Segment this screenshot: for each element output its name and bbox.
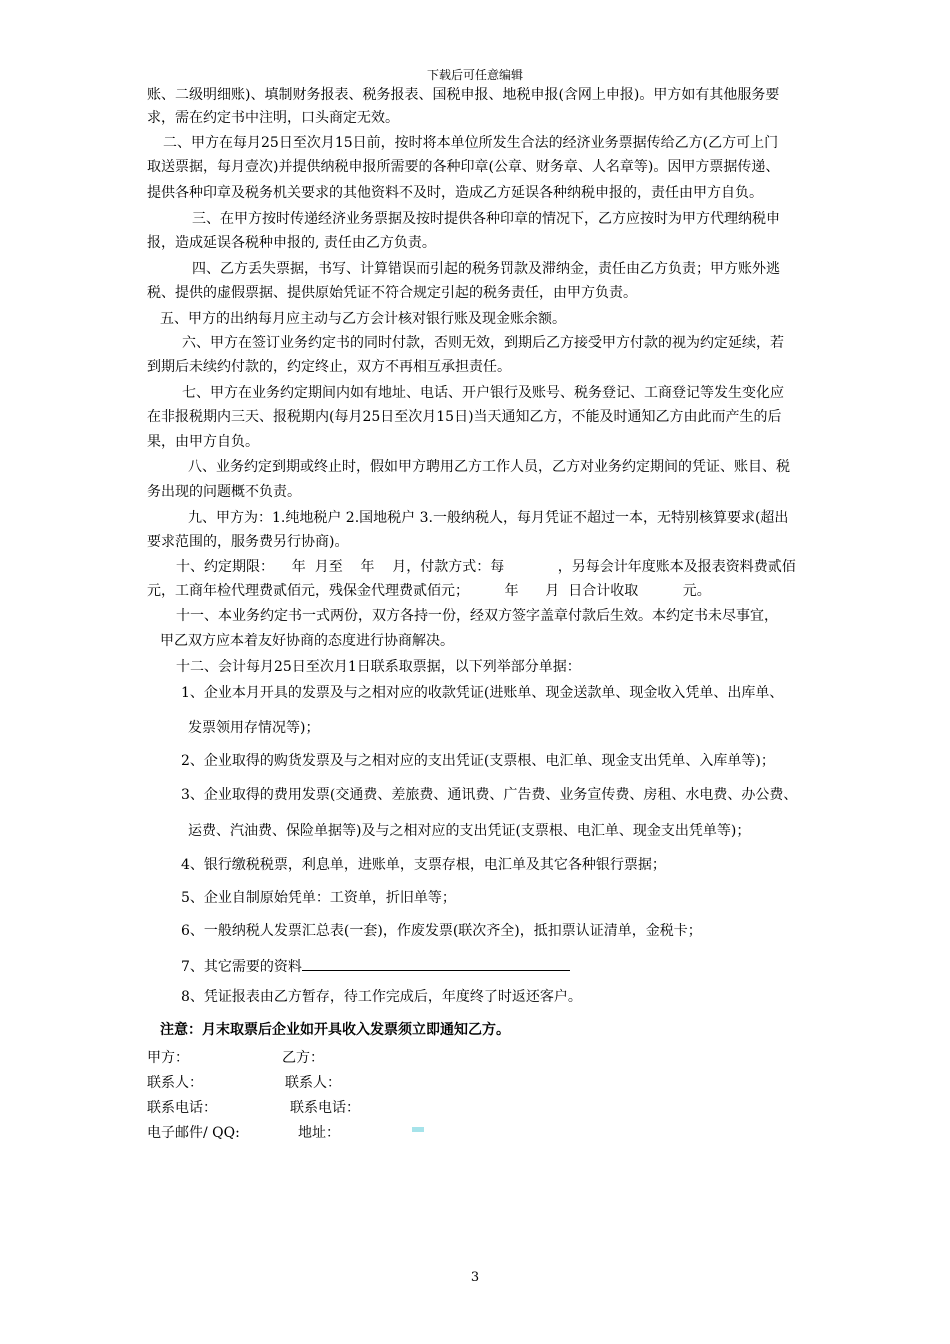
party-a-label: 甲方： xyxy=(147,1050,189,1066)
list-item xyxy=(181,956,570,976)
highlight-mark xyxy=(412,1127,424,1132)
clause-10: 十、约定期限： 年 月至 年 月，付款方式：每 ，另每会计年度账本及报表资料费贰佰 xyxy=(176,559,796,575)
clause-4: 四、乙方丢失票据，书写、计算错误而引起的税务罚款及滞纳金，责任由乙方负责；甲方账外逃 xyxy=(192,261,780,277)
list-item-label: 7、其它需要的资料 xyxy=(181,959,302,975)
phone-a-label: 联系电话： xyxy=(147,1100,217,1116)
para-line: 求，需在约定书中注明，口头商定无效。 xyxy=(147,110,399,126)
para-line: 税、提供的虚假票据、提供原始凭证不符合规定引起的税务责任，由甲方负责。 xyxy=(147,285,637,301)
list-item-cont: 运费、汽油费、保险单据等)及与之相对应的支出凭证(支票根、电汇单、现金支出凭单等)； xyxy=(188,823,751,839)
clause-2: 二、甲方在每月25日至次月15日前，按时将本单位所发生合法的经济业务票据传给乙方(乙方可上门 xyxy=(163,135,779,151)
list-item: 4、银行缴税税票，利息单，进账单，支票存根，电汇单及其它各种银行票据； xyxy=(181,857,666,873)
party-b-label: 乙方： xyxy=(282,1050,324,1066)
para-line: 务出现的问题概不负责。 xyxy=(147,484,301,500)
list-item-cont: 发票领用存情况等)； xyxy=(188,720,320,736)
list-item: 6、一般纳税人发票汇总表(一套)，作废发票(联次齐全)，抵扣票认证清单，金税卡； xyxy=(181,923,702,939)
para-line: 到期后未续约付款的，约定终止，双方不再相互承担责任。 xyxy=(147,359,511,375)
para-line: 报，造成延误各税种申报的, 责任由乙方负责。 xyxy=(147,235,436,251)
page-header: 下载后可任意编辑 xyxy=(426,68,523,82)
clause-3: 三、在甲方按时传递经济业务票据及按时提供各种印章的情况下，乙方应按时为甲方代理纳税申 xyxy=(192,211,780,227)
clause-7: 七、甲方在业务约定期间内如有地址、电话、开户银行及账号、税务登记、工商登记等发生变化应 xyxy=(182,385,784,401)
clause-8: 八、业务约定到期或终止时，假如甲方聘用乙方工作人员，乙方对业务约定期间的凭证、账目、税 xyxy=(188,459,790,475)
address-b-label: 地址： xyxy=(298,1125,340,1141)
para-line: 提供各种印章及税务机关要求的其他资料不及时，造成乙方延误各种纳税申报的，责任由甲方自负。 xyxy=(147,185,763,201)
contact-a-label: 联系人： xyxy=(147,1075,203,1091)
list-item: 2、企业取得的购货发票及与之相对应的支出凭证(支票根、电汇单、现金支出凭单、入库单等)； xyxy=(181,753,775,769)
list-item: 3、企业取得的费用发票(交通费、差旅费、通讯费、广告费、业务宣传费、房租、水电费、办公费、 xyxy=(181,787,798,803)
clause-12: 十二、会计每月25日至次月1日联系取票据，以下列举部分单据： xyxy=(176,659,581,675)
para-line: 账、二级明细账)、填制财务报表、税务报表、国税申报、地税申报(含网上申报)。甲方如有其他服务要 xyxy=(147,87,780,103)
para-line: 甲乙双方应本着友好协商的态度进行协商解决。 xyxy=(160,633,454,649)
page-number: 3 xyxy=(470,1270,480,1285)
clause-11: 十一、本业务约定书一式两份，双方各持一份，经双方签字盖章付款后生效。本约定书未尽事宜， xyxy=(176,608,778,624)
contact-b-label: 联系人： xyxy=(285,1075,341,1091)
para-line: 元，工商年检代理费贰佰元，残保金代理费贰佰元； 年 月 日合计收取 元。 xyxy=(147,583,711,599)
para-line: 在非报税期内三天、报税期内(每月25日至次月15日)当天通知乙方，不能及时通知乙方由此而产生的后 xyxy=(147,409,782,425)
list-item: 8、凭证报表由乙方暂存，待工作完成后，年度终了时返还客户。 xyxy=(181,989,582,1005)
clause-6: 六、甲方在签订业务约定书的同时付款，否则无效，到期后乙方接受甲方付款的视为约定延续，若 xyxy=(182,335,784,351)
list-item: 1、企业本月开具的发票及与之相对应的收款凭证(进账单、现金送款单、现金收入凭单、出库单、 xyxy=(181,685,784,701)
para-line: 取送票据，每月壹次)并提供纳税申报所需要的各种印章(公章、财务章、人名章等)。因甲方票据传递、 xyxy=(147,159,780,175)
list-item: 5、企业自制原始凭单：工资单，折旧单等； xyxy=(181,890,456,906)
clause-9: 九、甲方为：1.纯地税户 2.国地税户 3.一般纳税人，每月凭证不超过一本，无特别核算要求(超出 xyxy=(188,510,789,526)
email-a-label: 电子邮件/ QQ: xyxy=(147,1125,240,1141)
notice: 注意：月末取票后企业如开具收入发票须立即通知乙方。 xyxy=(160,1022,510,1038)
phone-b-label: 联系电话： xyxy=(290,1100,360,1116)
para-line: 果，由甲方自负。 xyxy=(147,434,259,450)
para-line: 要求范围的，服务费另行协商)。 xyxy=(147,534,349,550)
clause-5: 五、甲方的出纳每月应主动与乙方会计核对银行账及现金账余额。 xyxy=(160,311,566,327)
blank-underline xyxy=(302,956,570,971)
